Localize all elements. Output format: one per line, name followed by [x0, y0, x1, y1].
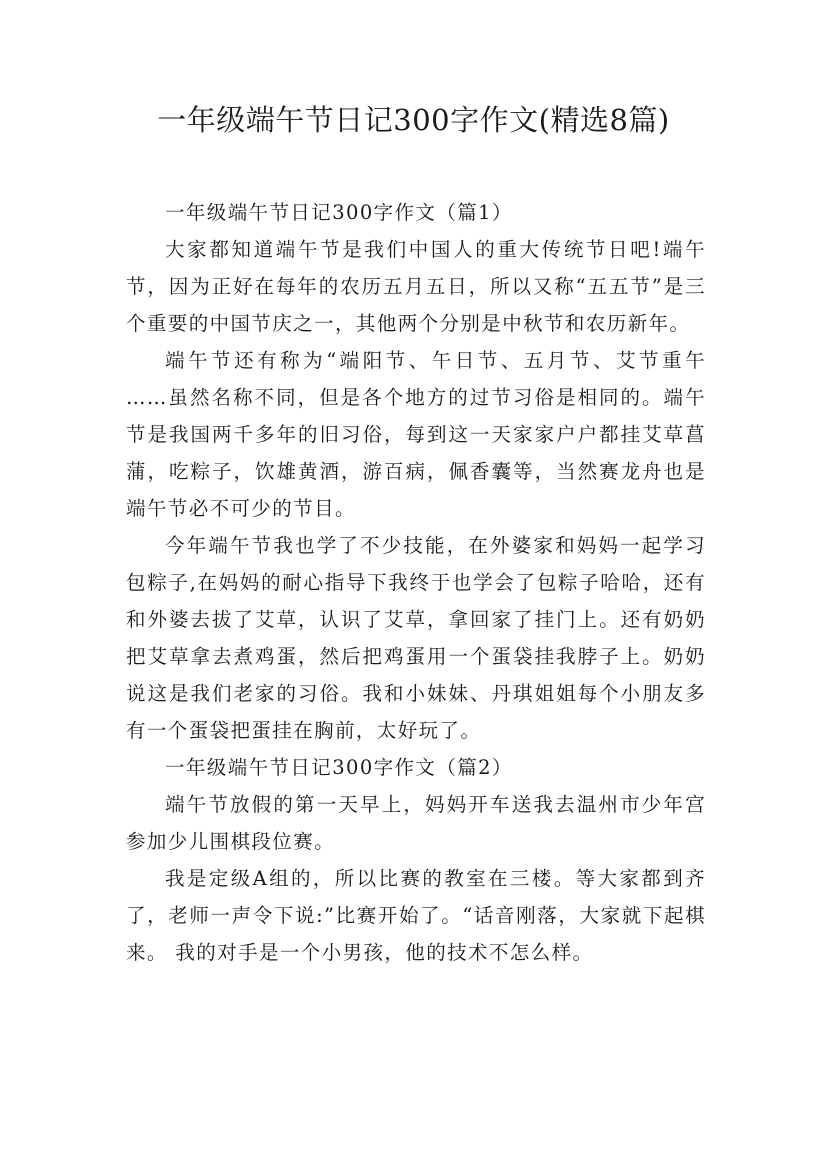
paragraph: 端午节还有称为“端阳节、午日节、五月节、艾节重午 ……虽然名称不同，但是各个地方的过节习俗是相同的。端午节是我国两千多年的旧习俗，每到这一天家家户户都挂艾草菖蒲，吃粽子，饮雄黄酒，游百病，佩香囊等，当然赛龙舟也是端午节必不可少的节目。: [126, 349, 706, 520]
paragraph: 大家都知道端午节是我们中国人的重大传统节日吧!端午节，因为正好在每年的农历五月五日，所以又称“五五节”是三个重要的中国节庆之一，其他两个分别是中秋节和农历新年。: [126, 238, 706, 335]
section-heading: 一年级端午节日记300字作文（篇2）: [165, 756, 513, 779]
paragraph: 我是定级A组的，所以比赛的教室在三楼。等大家都到齐了，老师一声令下说:”比赛开始了。“话音刚落，大家就下起棋来。 我的对手是一个小男孩，他的技术不怎么样。: [126, 867, 706, 964]
document-title: 一年级端午节日记300字作文(精选8篇): [157, 103, 670, 137]
paragraph: 今年端午节我也学了不少技能，在外婆家和妈妈一起学习包粽子,在妈妈的耐心指导下我终于也学会了包粽子哈哈，还有和外婆去拔了艾草，认识了艾草，拿回家了挂门上。还有奶奶把艾草拿去煮鸡蛋，然后把鸡蛋用一个蛋袋挂我脖子上。奶奶说这是我们老家的习俗。我和小妹妹、丹琪姐姐每个小朋友多有一个蛋袋把蛋挂在胸前，太好玩了。: [126, 534, 706, 742]
section-heading: 一年级端午节日记300字作文（篇1）: [165, 201, 513, 224]
paragraph: 端午节放假的第一天早上，妈妈开车送我去温州市少年宫参加少儿围棋段位赛。: [126, 793, 706, 853]
document-body: [126, 194, 706, 971]
